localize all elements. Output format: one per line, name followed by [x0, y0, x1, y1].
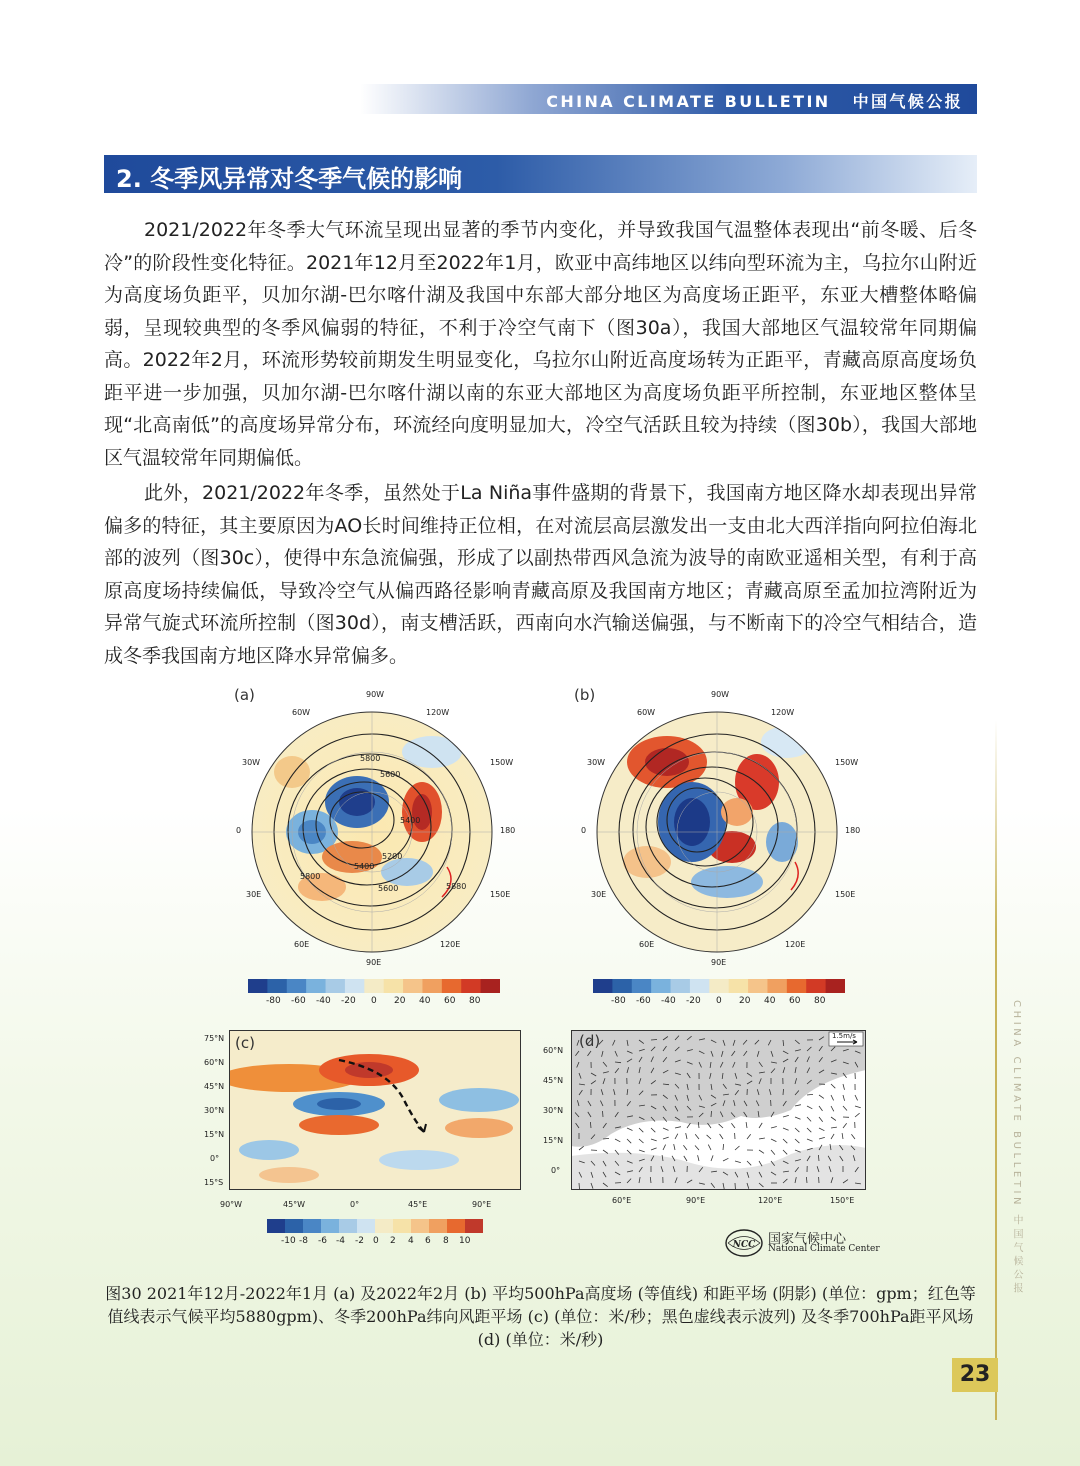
lon-label: 90E [366, 958, 382, 967]
cb-b-tick: -40 [661, 996, 676, 1006]
polar-map-a [232, 690, 516, 972]
colorbar-swatch [403, 979, 423, 993]
cb-c-tick: 2 [390, 1236, 396, 1246]
cb-a-tick: 40 [419, 996, 431, 1006]
lon-label: 0 [236, 826, 242, 835]
lon-label: 60E [639, 940, 655, 949]
colorbar-swatch [357, 1219, 376, 1233]
colorbar-swatch [709, 979, 729, 993]
cb-b-tick: 0 [716, 996, 722, 1006]
colorbar-swatch [321, 1219, 340, 1233]
colorbar-b-svg [593, 979, 845, 993]
colorbar-swatch [767, 979, 787, 993]
cb-a-tick: 20 [394, 996, 406, 1006]
colorbar-swatch [422, 979, 442, 993]
colorbar-swatch [339, 1219, 358, 1233]
cb-b-tick: -60 [636, 996, 651, 1006]
d-lat-label: 45°N [543, 1076, 564, 1085]
c-lon-label: 90°E [472, 1200, 492, 1209]
lon-label: 60W [637, 708, 656, 717]
ncc-name-cn: 国家气候中心 [768, 1232, 847, 1247]
c-lat-label: 15°S [204, 1178, 224, 1187]
ncc-logo [724, 1228, 880, 1258]
cb-b-tick: 40 [764, 996, 776, 1006]
cb-c-tick: 8 [443, 1236, 449, 1246]
c-lat-label: 75°N [204, 1034, 225, 1043]
contour-label: 5880 [446, 882, 467, 891]
colorbar-swatch [442, 979, 462, 993]
contour-label: 5600 [378, 884, 399, 893]
page-number-box [952, 1358, 998, 1392]
paragraph-2: 此外，2021/2022年冬季，虽然处于La Niña事件盛期的背景下，我国南方地区降水却表现出异常偏多的特征，其主要原因为AO长时间维持正位相，在对流层高层激发出一支由北大西洋指向阿拉伯海北部的波列（图30c），使得中东急流偏强，形成了以副热带西风急流为波导的南欧亚遥相关型，有利于高原高度场持续偏低，导致冷空气从偏西路径影响青藏高原及我国南方地区；青藏高原至孟加拉湾附近为异常气旋式环流所控制（图30d），南支槽活跃，西南向水汽输送偏强，与不断南下的冷空气相结合，造成冬季我国南方地区降水异常偏多。 [104, 482, 977, 667]
cb-a-tick: -60 [291, 996, 306, 1006]
lon-label: 0 [581, 826, 587, 835]
section-title: 2. 冬季风异常对冬季气候的影响 [116, 165, 463, 193]
paragraph-1: 2021/2022年冬季大气环流呈现出显著的季节内变化，并导致我国气温整体表现出“前冬暖、后冬冷”的阶段性变化特征。2021年12月至2022年1月，欧亚中高纬地区以纬向型环流为主，乌拉尔山附近为高度场负距平，贝加尔湖-巴尔喀什湖及我国中东部大部分地区为高度场正距平，东亚大槽整体略偏弱，呈现较典型的冬季风偏弱的特征，不利于冷空气南下（图30a），我国大部地区气温较常年同期偏高。2022年2月，环流形势较前期发生明显变化，乌拉尔山附近高度场转为正距平，青藏高原高度场负距平进一步加强，贝加尔湖-巴尔喀什湖以南的东亚大部地区为高度场负距平所控制，东亚地区整体呈现“北高南低”的高度场异常分布，环流经向度明显加大，冷空气活跃且较为持续（图30b），我国大部地区气温较常年同期偏低。 [104, 219, 977, 469]
c-lon-label: 45°E [408, 1200, 428, 1209]
polar-map-a-svg [232, 692, 512, 972]
colorbar-swatch [806, 979, 826, 993]
colorbar-swatch [826, 979, 845, 993]
lon-label: 30W [587, 758, 606, 767]
cb-a-tick: 0 [371, 996, 377, 1006]
colorbar-swatch [248, 979, 268, 993]
c-lon-label: 90°W [220, 1200, 243, 1209]
colorbar-swatch [651, 979, 671, 993]
bulletin-title-cn: 中国气候公报 [852, 92, 963, 111]
colorbar-swatch [306, 979, 326, 993]
bulletin-title-en: CHINA CLIMATE BULLETIN [546, 92, 831, 111]
lon-label: 150E [835, 890, 856, 899]
cb-c-tick: -4 [336, 1236, 345, 1246]
cb-c-tick: 6 [425, 1236, 431, 1246]
c-lat-label: 0° [210, 1154, 220, 1163]
c-lon-label: 45°W [283, 1200, 306, 1209]
cb-c-tick: 0 [373, 1236, 379, 1246]
panel-a-label: (a) [234, 686, 255, 704]
lon-label: 120W [771, 708, 795, 717]
colorbar-swatch [429, 1219, 448, 1233]
cb-a-tick: 80 [469, 996, 481, 1006]
cb-c-tick: 4 [408, 1236, 414, 1246]
colorbar-swatch [287, 979, 307, 993]
polar-map-b [577, 690, 861, 972]
side-bulletin-text: CHINA CLIMATE BULLETIN 中国气候公报 [1011, 1000, 1022, 1297]
colorbar-swatch [593, 979, 613, 993]
figure-caption: 图30 2021年12月-2022年1月 (a) 及2022年2月 (b) 平均500hPa高度场 (等值线) 和距平场 (阴影) (单位：gpm；红色等值线表示气候平均5880gpm)、冬季200hPa纬向风距平场 (c) (单位：米/秒；黑色虚线表示波列) 及冬季700hPa距平风场 (d) (单位：米/秒) [105, 1284, 976, 1349]
lon-label: 150W [835, 758, 859, 767]
contour-label: 5600 [380, 770, 401, 779]
colorbar-swatch [612, 979, 632, 993]
d-reference-vector: 1.5m/s [832, 1032, 856, 1040]
colorbar-swatch [632, 979, 652, 993]
c-lat-label: 60°N [204, 1058, 225, 1067]
cb-c-tick: -6 [318, 1236, 327, 1246]
colorbar-swatch [267, 1219, 286, 1233]
colorbar-swatch [326, 979, 346, 993]
colorbar-swatch [411, 1219, 430, 1233]
colorbar-swatch [787, 979, 807, 993]
side-gold-line [995, 720, 997, 1420]
ncc-abbr: NCC [732, 1240, 756, 1250]
colorbar-swatch [729, 979, 749, 993]
cb-b-tick: 60 [789, 996, 801, 1006]
colorbar-swatch [285, 1219, 304, 1233]
d-lon-label: 60°E [612, 1196, 632, 1205]
colorbar-swatch [465, 1219, 483, 1233]
zonal-wind-map-c [229, 1030, 521, 1190]
d-lat-label: 60°N [543, 1046, 564, 1055]
lon-label: 30W [242, 758, 261, 767]
colorbar-swatch [748, 979, 768, 993]
cb-c-tick: -10 [281, 1236, 296, 1246]
cb-a-tick: 60 [444, 996, 456, 1006]
contour-label: 5400 [400, 816, 421, 825]
colorbar-swatch [384, 979, 404, 993]
c-lon-label: 0° [350, 1200, 360, 1209]
lon-label: 90W [711, 690, 730, 699]
wind-vector [711, 1111, 712, 1117]
colorbar-a-svg [248, 979, 500, 993]
wind-vector-map-d [571, 1030, 866, 1190]
wind-vector [783, 1089, 784, 1095]
wind-vector [603, 1111, 604, 1117]
lon-label: 90E [711, 958, 727, 967]
lon-label: 60W [292, 708, 311, 717]
panel-d-label: (d) [579, 1032, 601, 1050]
lon-label: 180 [500, 826, 516, 835]
contour-label: 5800 [360, 754, 381, 763]
lon-label: 30E [246, 890, 262, 899]
lon-label: 120E [440, 940, 461, 949]
colorbar-swatch [690, 979, 710, 993]
c-lat-label: 30°N [204, 1106, 225, 1115]
ncc-name-en: National Climate Center [768, 1244, 880, 1254]
colorbar-c [267, 1218, 483, 1232]
colorbar-swatch [461, 979, 481, 993]
d-lon-label: 90°E [686, 1196, 706, 1205]
lon-label: 150W [490, 758, 514, 767]
colorbar-swatch [303, 1219, 322, 1233]
c-lat-label: 45°N [204, 1082, 225, 1091]
wind-vector [651, 1040, 657, 1041]
colorbar-swatch [267, 979, 287, 993]
d-lat-label: 15°N [543, 1136, 564, 1145]
cb-b-tick: 20 [739, 996, 751, 1006]
cb-b-tick: -20 [686, 996, 701, 1006]
header-bar [360, 84, 977, 114]
colorbar-swatch [447, 1219, 466, 1233]
panel-b-label: (b) [574, 686, 596, 704]
cb-a-tick: -20 [341, 996, 356, 1006]
polar-map-b-svg [577, 692, 857, 972]
colorbar-c-swatches [267, 1219, 483, 1233]
ncc-emblem [724, 1228, 764, 1258]
panel-c-label: (c) [235, 1034, 255, 1052]
section-title-bar [104, 155, 977, 193]
d-lon-label: 120°E [758, 1196, 783, 1205]
lon-label: 150E [490, 890, 511, 899]
cb-c-tick: -8 [299, 1236, 308, 1246]
wind-vector-map-d-svg [571, 1030, 866, 1190]
cb-b-tick: 80 [814, 996, 826, 1006]
colorbar-swatch [393, 1219, 412, 1233]
d-lat-label: 0° [551, 1166, 561, 1175]
lon-label: 90W [366, 690, 385, 699]
d-lon-label: 150°E [830, 1196, 855, 1205]
lon-label: 180 [845, 826, 861, 835]
cb-b-tick: -80 [611, 996, 626, 1006]
cb-c-tick: 10 [459, 1236, 471, 1246]
cb-c-tick: -2 [355, 1236, 364, 1246]
lon-label: 60E [294, 940, 310, 949]
cb-a-tick: -80 [266, 996, 281, 1006]
colorbar-a-swatches [248, 979, 500, 993]
wind-vector [579, 1183, 580, 1189]
colorbar-swatch [375, 1219, 394, 1233]
lon-label: 30E [591, 890, 607, 899]
contour-label: 5800 [300, 872, 321, 881]
contour-label: 5400 [354, 862, 375, 871]
colorbar-swatch [364, 979, 384, 993]
lon-label: 120E [785, 940, 806, 949]
colorbar-b-swatches [593, 979, 845, 993]
colorbar-swatch [671, 979, 691, 993]
lon-label: 120W [426, 708, 450, 717]
zonal-wind-map-c-svg [229, 1030, 521, 1190]
c-lat-label: 15°N [204, 1130, 225, 1139]
bulletin-title [546, 89, 963, 112]
cb-a-tick: -40 [316, 996, 331, 1006]
d-lat-label: 30°N [543, 1106, 564, 1115]
contour-label: 5200 [382, 852, 403, 861]
colorbar-swatch [481, 979, 500, 993]
colorbar-swatch [345, 979, 365, 993]
colorbar-c-svg [267, 1219, 483, 1233]
page-number: 23 [959, 1362, 991, 1387]
